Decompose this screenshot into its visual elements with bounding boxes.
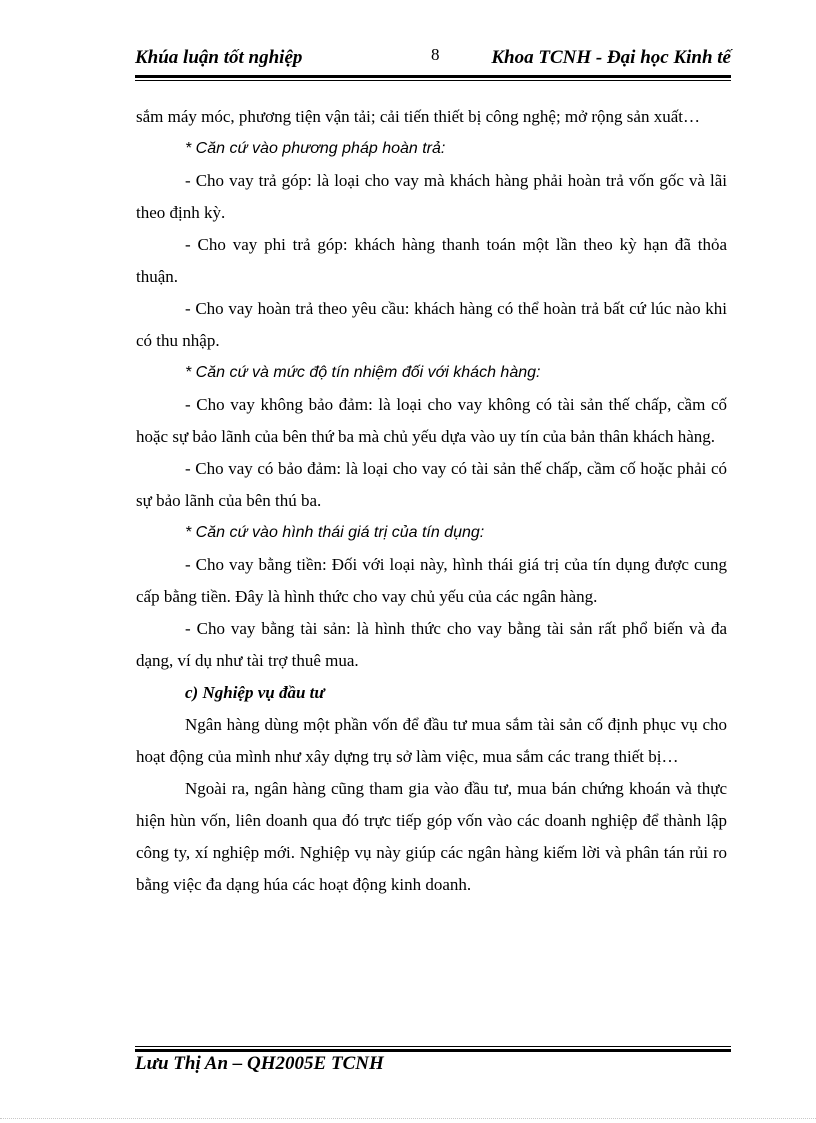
page-header xyxy=(135,47,731,75)
paragraph: - Cho vay có bảo đảm: là loại cho vay có tài sản thế chấp, cầm cố hoặc phải có sự bảo lãnh của bên thú ba. xyxy=(136,459,727,510)
paragraph: - Cho vay không bảo đảm: là loại cho vay không có tài sản thế chấp, cầm cố hoặc sự bảo lãnh của bên thứ ba mà chủ yếu dựa vào uy tín của bản thân khách hàng. xyxy=(136,395,727,446)
section-label: * Căn cứ và mức độ tín nhiệm đối với khách hàng: xyxy=(185,364,541,381)
header-rule xyxy=(135,75,731,81)
section-label: * Căn cứ vào hình thái giá trị của tín dụng: xyxy=(185,524,485,541)
paragraph: sắm máy móc, phương tiện vận tải; cải tiến thiết bị công nghệ; mở rộng sản xuất… xyxy=(136,107,700,126)
body-text xyxy=(136,101,727,901)
header-faculty: Khoa TCNH - Đại học Kinh tế xyxy=(491,47,731,68)
paragraph: - Cho vay trả góp: là loại cho vay mà khách hàng phải hoàn trả vốn gốc và lãi theo định kỳ. xyxy=(136,171,727,222)
footer-rule xyxy=(135,1046,731,1052)
paragraph: Ngoài ra, ngân hàng cũng tham gia vào đầu tư, mua bán chứng khoán và thực hiện hùn vốn, liên doanh qua đó trực tiếp góp vốn vào các doanh nghiệp để thành lập công ty, xí nghiệp mới. Nghiệp vụ này giúp các ngân hàng kiếm lời và phân tán rủi ro bằng việc đa dạng húa các hoạt động kinh doanh. xyxy=(136,779,727,894)
paragraph: - Cho vay bằng tài sản: là hình thức cho vay bằng tài sản rất phổ biến và đa dạng, ví dụ như tài trợ thuê mua. xyxy=(136,619,727,670)
paragraph: Ngân hàng dùng một phần vốn để đầu tư mua sắm tài sản cố định phục vụ cho hoạt động của mình như xây dựng trụ sở làm việc, mua sắm các trang thiết bị… xyxy=(136,715,727,766)
paragraph: - Cho vay hoàn trả theo yêu cầu: khách hàng có thể hoàn trả bất cứ lúc nào khi có thu nhập. xyxy=(136,299,727,350)
paragraph: - Cho vay bằng tiền: Đối với loại này, hình thái giá trị của tín dụng được cung cấp bằng tiền. Đây là hình thức cho vay chủ yếu của các ngân hàng. xyxy=(136,555,727,606)
paragraph: - Cho vay phi trả góp: khách hàng thanh toán một lần theo kỳ hạn đã thỏa thuận. xyxy=(136,235,727,286)
page-footer: Lưu Thị An – QH2005E TCNH xyxy=(135,1053,384,1074)
section-label: * Căn cứ vào phương pháp hoàn trả: xyxy=(185,140,446,157)
subsection-heading: c) Nghiệp vụ đầu tư xyxy=(185,683,325,702)
header-thesis-title: Khúa luận tốt nghiệp xyxy=(135,47,303,68)
page-number: 8 xyxy=(431,45,440,64)
page-bottom-edge xyxy=(0,1118,816,1119)
